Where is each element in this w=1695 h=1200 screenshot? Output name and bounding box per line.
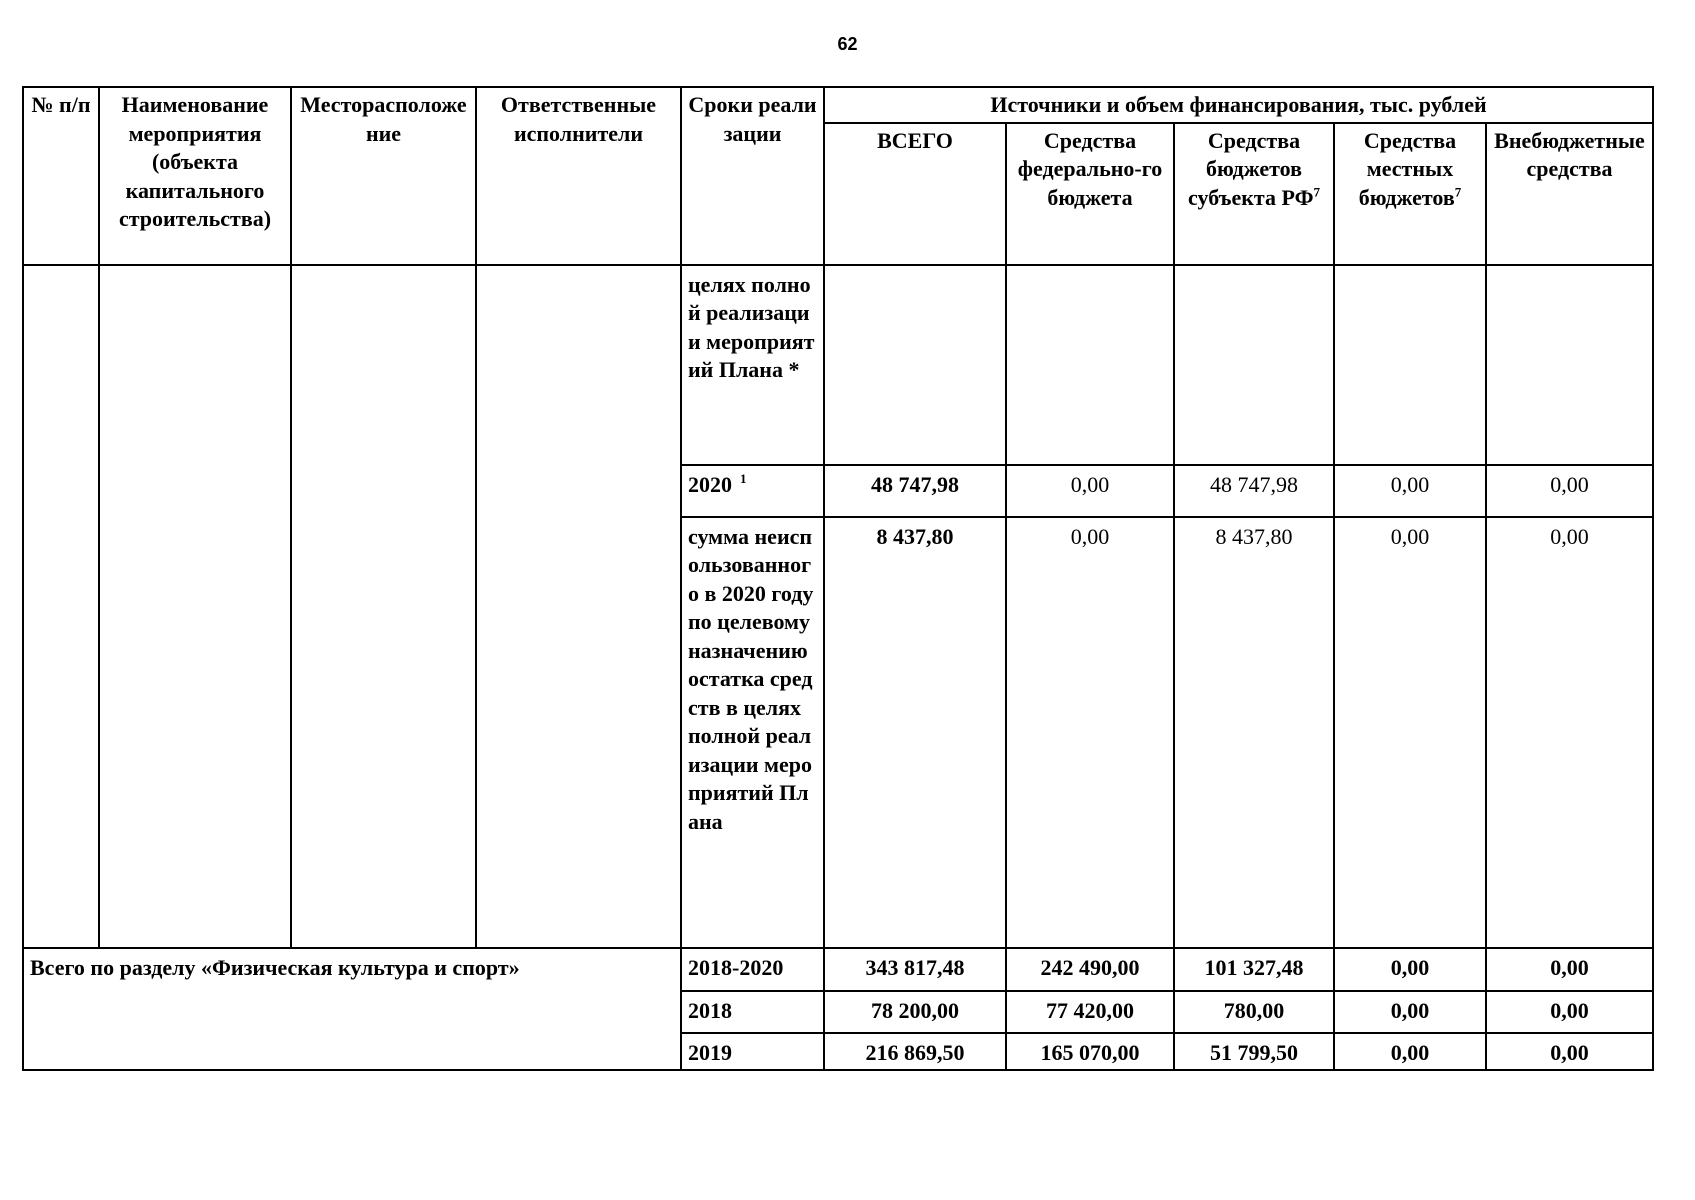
- cell-responsible-empty: [476, 265, 681, 948]
- header-local-footnote: 7: [1454, 184, 1462, 200]
- cell-term-2018: 2018: [681, 991, 824, 1033]
- header-subject-footnote: 7: [1313, 184, 1320, 200]
- header-federal: Средства федерально-го бюджета: [1006, 123, 1174, 265]
- cell-empty: [824, 265, 1006, 465]
- cell-subject-2019: 51 799,50: [1174, 1033, 1334, 1071]
- header-subject-label: Средства бюджетов субъекта РФ: [1188, 127, 1314, 210]
- cell-term-total: 2018-2020: [681, 948, 824, 991]
- header-event-name: Наименование мероприятия (объекта капитального строительства): [99, 87, 291, 265]
- header-number: № п/п: [23, 87, 99, 265]
- cell-location-empty: [291, 265, 476, 948]
- cell-extra-2018: 0,00: [1486, 991, 1653, 1033]
- cell-extra-total: 0,00: [1486, 948, 1653, 991]
- header-local: [1334, 123, 1486, 265]
- cell-term-2020: [681, 465, 824, 517]
- cell-empty: [1174, 265, 1334, 465]
- term-2020-label: 2020: [688, 471, 732, 497]
- cell-total-2018: 78 200,00: [824, 991, 1006, 1033]
- header-responsible: Ответственные исполнители: [476, 87, 681, 265]
- cell-federal-total: 242 490,00: [1006, 948, 1174, 991]
- cell-subject-total: 101 327,48: [1174, 948, 1334, 991]
- cell-extra-unused: 0,00: [1486, 517, 1653, 948]
- header-funding-group: Источники и объем финансирования, тыс. рублей: [824, 87, 1653, 123]
- term-2020-footnote: 1: [740, 471, 747, 487]
- cell-subject-2020: 48 747,98: [1174, 465, 1334, 517]
- cell-extra-2019: 0,00: [1486, 1033, 1653, 1071]
- cell-total-total: 343 817,48: [824, 948, 1006, 991]
- cell-federal-2018: 77 420,00: [1006, 991, 1174, 1033]
- cell-term-continuation: целях полной реализации мероприятий Плана *: [681, 265, 824, 465]
- cell-local-2020: 0,00: [1334, 465, 1486, 517]
- cell-local-total: 0,00: [1334, 948, 1486, 991]
- cell-total-2019: 216 869,50: [824, 1033, 1006, 1071]
- cell-federal-2020: 0,00: [1006, 465, 1174, 517]
- cell-total-2020: 48 747,98: [824, 465, 1006, 517]
- cell-term-unused: сумма неиспользованного в 2020 году по целевому назначению остатка средств в целях полной реализации мероприятий Плана: [681, 517, 824, 948]
- section-total-label: Всего по разделу «Физическая культура и спорт»: [23, 948, 681, 1071]
- cell-term-2019: 2019: [681, 1033, 824, 1071]
- cell-subject-unused: 8 437,80: [1174, 517, 1334, 948]
- header-terms: Сроки реализации: [681, 87, 824, 265]
- header-local-label: Средства местных бюджетов: [1358, 127, 1457, 210]
- header-extra-budget: Внебюджетные средства: [1486, 123, 1653, 265]
- page-number: 62: [837, 34, 858, 54]
- cell-local-unused: 0,00: [1334, 517, 1486, 948]
- funding-table: [22, 86, 1654, 1071]
- header-location: Месторасположение: [291, 87, 476, 265]
- cell-name-empty: [99, 265, 291, 948]
- cell-federal-2019: 165 070,00: [1006, 1033, 1174, 1071]
- cell-total-unused: 8 437,80: [824, 517, 1006, 948]
- cell-extra-2020: 0,00: [1486, 465, 1653, 517]
- cell-empty: [1334, 265, 1486, 465]
- cell-empty: [1486, 265, 1653, 465]
- cell-local-2019: 0,00: [1334, 1033, 1486, 1071]
- cell-subject-2018: 780,00: [1174, 991, 1334, 1033]
- header-total: ВСЕГО: [824, 123, 1006, 265]
- cell-number-empty: [23, 265, 99, 948]
- cell-federal-unused: 0,00: [1006, 517, 1174, 948]
- cell-empty: [1006, 265, 1174, 465]
- cell-local-2018: 0,00: [1334, 991, 1486, 1033]
- header-subject: [1174, 123, 1334, 265]
